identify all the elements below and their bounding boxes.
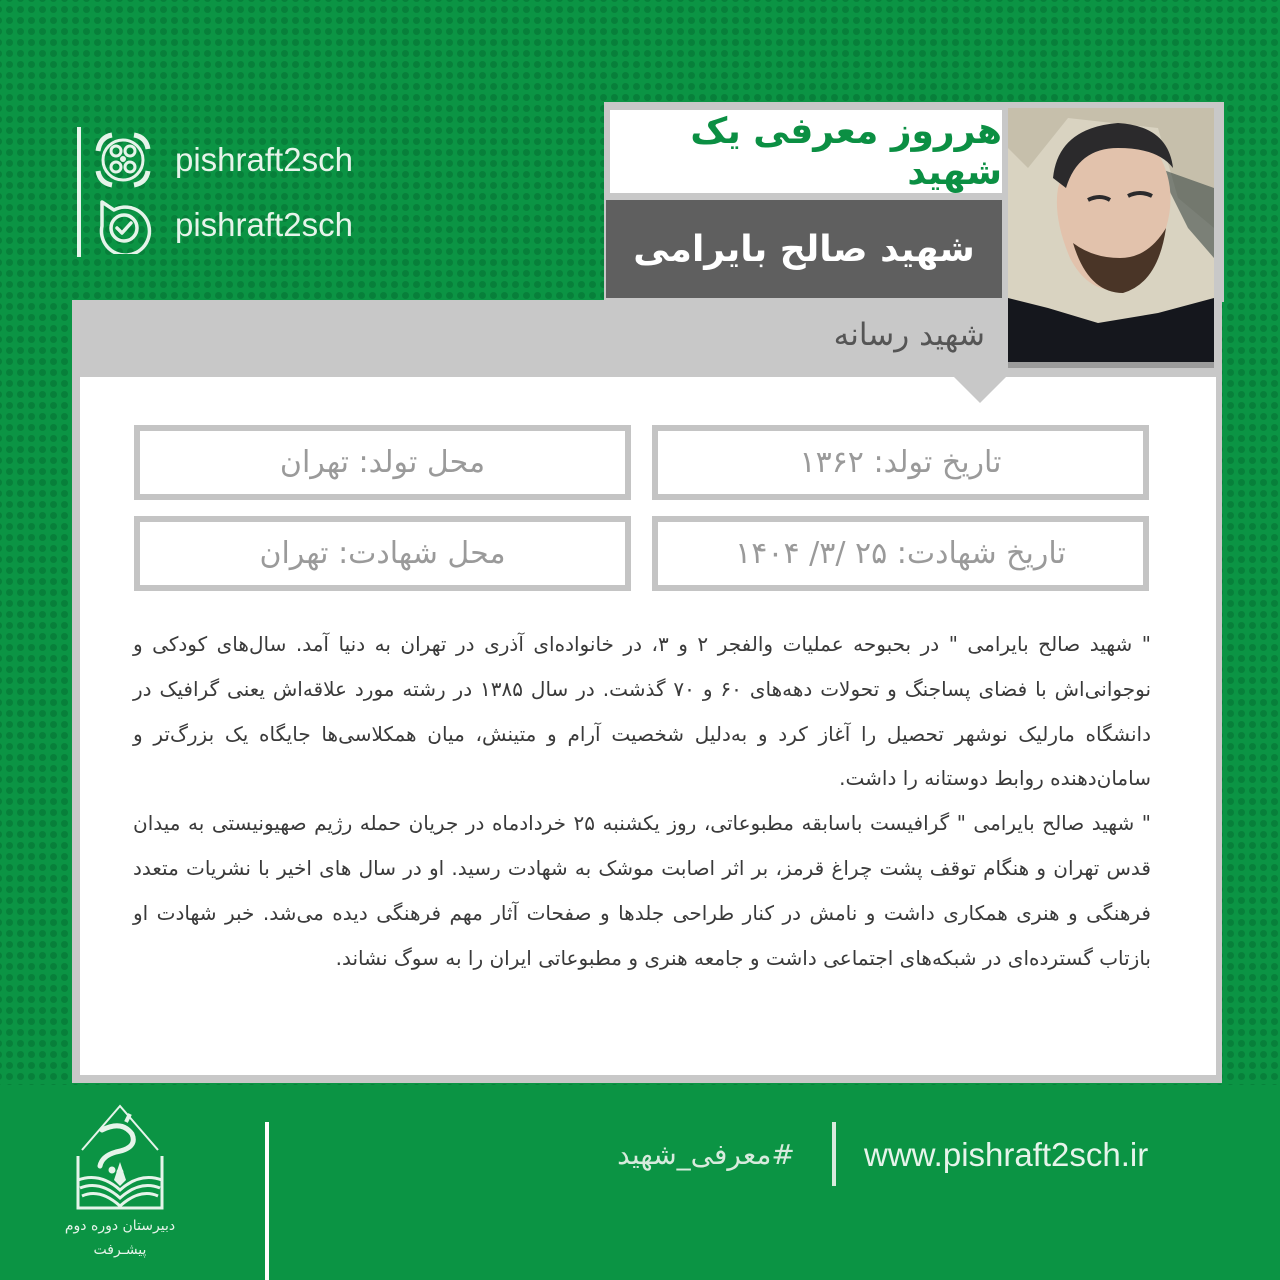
social-item-eitaa[interactable] [91,192,353,257]
martyrdom-place-box [134,516,631,591]
eitaa-handle: pishraft2sch [175,205,353,243]
martyr-name: شهید صالح بایرامی [633,228,975,270]
social-handles [77,127,353,257]
aparat-icon [91,128,155,192]
biography-paragraph-1: " شهید صالح بایرامی " در بحبوحه عملیات والفجر ۲ و ۳، در خانواده‌ای آذری در تهران به دنیا آمد. سال‌های کودکی و نوجوانی‌اش با فضای پساجنگ و تحولات دهه‌های ۶۰ و ۷۰ گذشت. در سال ۱۳۸۵ در رشته مورد علاقه‌اش یعنی گرافیک در دانشگاه مارلیک نوشهر تحصیل را آغاز کرد و به‌دلیل شخصیت آرام و متینش، میان همکلاسی‌ها جایگاه یک بزرگ‌تر و سامان‌دهنده روابط دوستانه را داشت. [133,632,1152,791]
header-pointer [952,375,1008,403]
slogan-title: هرروز معرفی یک شهید [690,110,1002,193]
school-name-line-2: پیشـرفت [93,1242,147,1258]
martyrdom-date: تاریخ شهادت: ۲۵ /۳/ ۱۴۰۴ [735,536,1066,571]
aparat-handle: pishraft2sch [175,140,353,178]
footer-divider [832,1122,836,1186]
school-name [40,1214,200,1262]
birth-place-box [134,425,631,500]
birth-date-box [652,425,1149,500]
social-item-aparat[interactable] [91,127,353,192]
martyr-category: شهید رسانه [833,317,985,353]
biography [133,622,1151,980]
hashtag[interactable]: #معرفی_شهید [617,1138,795,1171]
eitaa-icon [91,193,155,257]
martyrdom-place: محل شهادت: تهران [259,536,506,571]
biography-paragraph-2: " شهید صالح بایرامی " گرافیست باسابقه مطبوعاتی، روز یکشنبه ۲۵ خردادماه در جریان حمله رژیم صهیونیستی به میدان قدس تهران و هنگام توقف پشت چراغ قرمز، بر اثر اصابت موشک به شهادت رسید. او در سال های اخیر با نشریات متعدد فرهنگی و هنری همکاری داشت و نامش در کنار طراحی جلدها و صفحات آثار مهم فرهنگی دیده می‌شد. خبر شهادت او بازتاب گسترده‌ای در شبکه‌های اجتماعی داشت و جامعه هنری و مطبوعاتی ایران را به سوگ نشاند. [133,811,1151,970]
school-logo [72,1100,168,1212]
website-link[interactable]: www.pishraft2sch.ir [864,1136,1149,1173]
martyr-photo [1008,108,1214,368]
birth-place: محل تولد: تهران [279,445,486,480]
name-bar [606,200,1002,298]
footer-divider-left [265,1122,269,1280]
slogan-box [610,110,1002,193]
birth-date: تاریخ تولد: ۱۳۶۲ [799,445,1002,480]
school-name-line-1: دبیرستان دوره دوم [64,1218,176,1234]
martyrdom-date-box [652,516,1149,591]
